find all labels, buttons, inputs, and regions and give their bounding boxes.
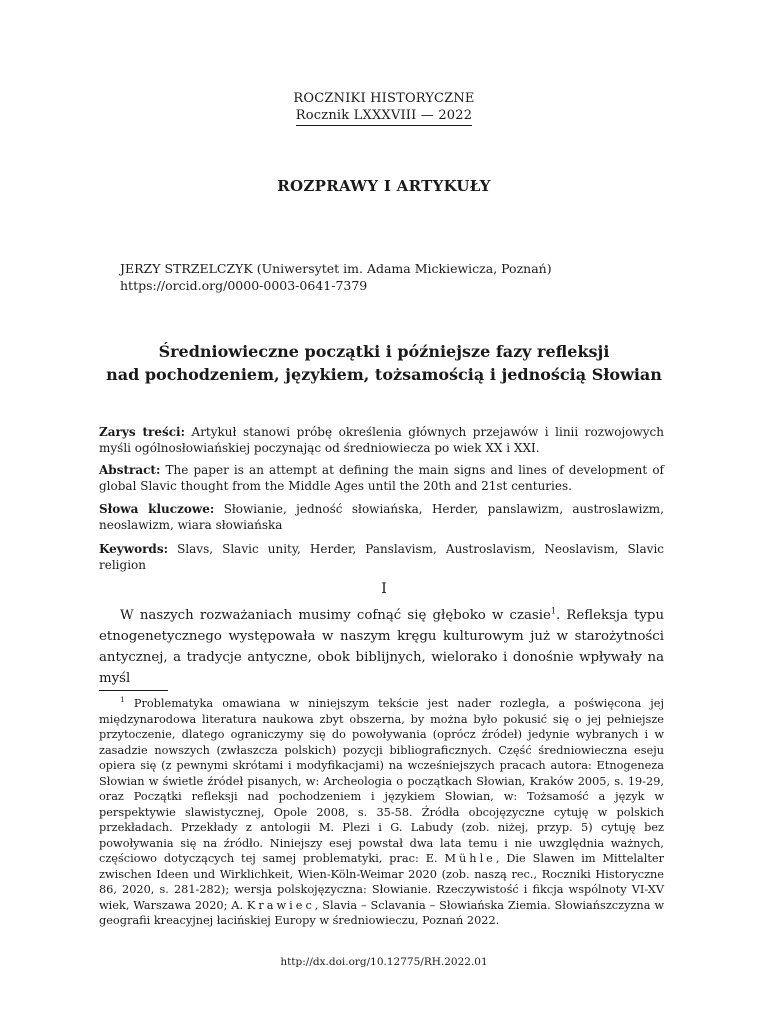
footnote-text-1: Problematyka omawiana w niniejszym tekście jest nader rozległa, a poświęcona jej międzynarodowa literatura naukowa zbyt obszerna, by można było pokusić się o jej pełniejsze przytoczenie, dlatego ograniczymy się do powoływania (oprócz źródeł) jedynie wybranych i w zasadzie nowszych (zwłaszcza polskich) pozycji bibliograficznych. Część średniowieczna eseju opiera się (z pewnymi skrótami i modyfikacjami) na wcześniejszych pracach autora: Etnogeneza Słowian w świetle źródeł pisanych, w: Archeologia o początkach Słowian, Kraków 2005, s. 19-29, oraz Początki refleksji nad pochodzeniem i językiem Słowian, w: Tożsamość a język w perspektywie slawistycznej, Opole 2008, s. 35-58. Źródła obcojęzyczne cytuję w polskich przekładach. Przekłady z antologii M. Plezi i G. Labudy (zob. niżej, przyp. 5) cytuję bez powoływania się na źródło. Niniejszy esej powstał dwa lata temu i nie uwzględnia ważnych, częściowo dotyczących tej samej problematyki, prac: E. bbox=[99, 697, 664, 865]
footnote-number: 1 bbox=[120, 695, 125, 705]
journal-header bbox=[0, 90, 768, 126]
footnote-author-1: Mühle bbox=[444, 852, 496, 865]
article-title-line-1: Średniowieczne początki i późniejsze fazy refleksji bbox=[158, 342, 610, 361]
body-text-end: . Refleksja typu etnogenetycznego występowała w naszym kręgu kulturowym już w starożytności antycznej, a tradycje antyczne, obok biblijnych, wielorako i donośnie wpływały na myśl bbox=[99, 608, 665, 686]
body-text-start: W naszych rozważaniach musimy cofnąć się głęboko w czasie bbox=[120, 608, 551, 623]
footnote-text-3: , Slavia – Sclavania – Słowiańska Ziemia. Słowiańszczyzna w geografii kreacyjnej łacińskiej Europy w średniowieczu, Poznań 2022. bbox=[99, 898, 664, 927]
footnote-text-2: , Die Slawen im Mittelalter zwischen Ideen und Wirklichkeit, Wien-Köln-Weimar 2020 (zob. naszą rec., Roczniki Historyczne 86, 2020, s. 281-282); wersja polskojęzyczna: Słowianie. Rzeczywistość i fikcja wspólnoty VI-XV wiek, Warszawa 2020; A. bbox=[99, 852, 664, 912]
keywords-pl bbox=[99, 501, 664, 533]
author-orcid-link[interactable]: https://orcid.org/0000-0003-0641-7379 bbox=[120, 278, 368, 293]
abstract-en bbox=[99, 462, 664, 494]
author-block bbox=[120, 260, 680, 294]
keywords-en-label: Keywords: bbox=[99, 542, 169, 556]
article-title bbox=[60, 340, 708, 386]
summary-pl-label: Zarys treści: bbox=[99, 425, 186, 439]
article-title-line-2: nad pochodzeniem, językiem, tożsamością i jednością Słowian bbox=[106, 365, 662, 384]
keywords-pl-label: Słowa kluczowe: bbox=[99, 502, 215, 516]
journal-name: ROCZNIKI HISTORYCZNE bbox=[293, 91, 475, 106]
summary-pl-text: Artykuł stanowi próbę określenia głównych przejawów i linii rozwojowych myśli ogólnosłowiańskiej poczynając od średniowiecza po wiek XX i XXI. bbox=[99, 425, 664, 455]
footnote-divider bbox=[99, 690, 168, 691]
footnote bbox=[99, 696, 664, 929]
journal-volume: Rocznik LXXXVIII — 2022 bbox=[296, 107, 472, 126]
footnote-author-2: Krawiec bbox=[246, 898, 315, 912]
body-paragraph bbox=[99, 605, 664, 689]
abstract-label: Abstract: bbox=[99, 463, 161, 477]
footnote-reference[interactable]: 1 bbox=[550, 606, 556, 616]
section-title: ROZPRAWY I ARTYKUŁY bbox=[277, 177, 491, 195]
doi-link[interactable]: http://dx.doi.org/10.12775/RH.2022.01 bbox=[280, 956, 488, 968]
author-name: JERZY STRZELCZYK bbox=[120, 261, 253, 276]
keywords-en bbox=[99, 541, 664, 573]
section-number: I bbox=[381, 581, 387, 597]
keywords-en-text: Slavs, Slavic unity, Herder, Panslavism, Austroslavism, Neoslavism, Slavic religion bbox=[99, 542, 664, 572]
keywords-pl-text: Słowianie, jedność słowiańska, Herder, panslawizm, austroslawizm, neoslawizm, wiara słowiańska bbox=[99, 502, 665, 532]
author-affiliation: (Uniwersytet im. Adama Mickiewicza, Poznań) bbox=[256, 261, 552, 276]
abstract-text: The paper is an attempt at defining the main signs and lines of development of global Slavic thought from the Middle Ages until the 20th and 21st centuries. bbox=[99, 463, 664, 493]
summary-pl bbox=[99, 424, 664, 456]
